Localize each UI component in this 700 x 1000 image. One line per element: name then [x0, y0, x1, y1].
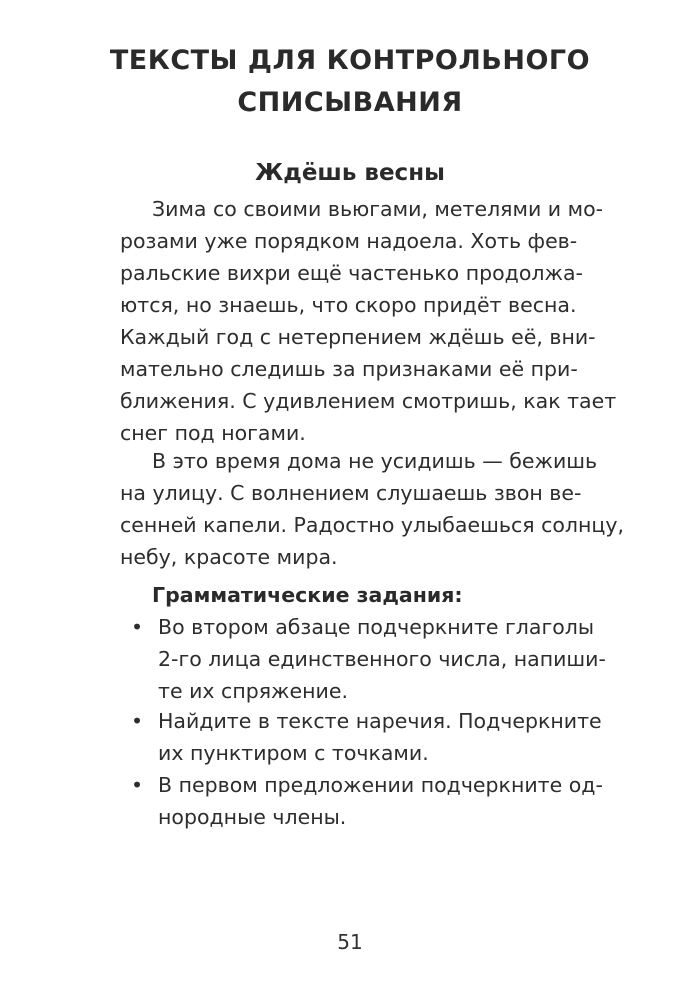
paragraph-line: ются, но знаешь, что скоро придёт весна.	[120, 293, 577, 317]
page-title-line-2: СПИСЫВАНИЯ	[237, 87, 463, 118]
task-line: 2-го лица единственного числа, напиши-	[158, 647, 606, 671]
bullet-icon: •	[131, 615, 144, 639]
task-line: те их спряжение.	[158, 679, 348, 703]
bullet-icon: •	[131, 709, 144, 733]
task-line: Во втором абзаце подчеркните глаголы	[158, 615, 595, 639]
task-line: их пунктиром с точками.	[158, 741, 429, 765]
paragraph-line: розами уже порядком надоела. Хоть фев-	[120, 229, 578, 253]
paragraph-line: ральские вихри ещё частенько продолжа-	[120, 261, 583, 285]
paragraph-line: на улицу. С волнением слушаешь звон ве-	[120, 481, 582, 505]
paragraph-line: снег под ногами.	[120, 421, 306, 445]
paragraph-line: ближения. С удивлением смотришь, как тает	[120, 389, 617, 413]
paragraph-line: сенней капели. Радостно улыбаешься солнцу,	[120, 513, 624, 537]
story-title: Ждёшь весны	[255, 160, 445, 186]
paragraph-line: небу, красоте мира.	[120, 545, 338, 569]
tasks-heading: Грамматические задания:	[152, 583, 463, 607]
page-number: 51	[337, 930, 363, 954]
task-line: Найдите в тексте наречия. Подчеркните	[158, 709, 602, 733]
paragraph-line: мательно следишь за признаками её при-	[120, 357, 578, 381]
task-line: нородные члены.	[158, 805, 347, 829]
bullet-icon: •	[131, 773, 144, 797]
paragraph-line: В это время дома не усидишь — бежишь	[152, 449, 598, 473]
paragraph-line: Каждый год с нетерпением ждёшь её, вни-	[120, 325, 596, 349]
paragraph-line: Зима со своими вьюгами, метелями и мо-	[152, 197, 604, 221]
page-title-line-1: ТЕКСТЫ ДЛЯ КОНТРОЛЬНОГО	[109, 45, 591, 76]
task-line: В первом предложении подчеркните од-	[158, 773, 603, 797]
